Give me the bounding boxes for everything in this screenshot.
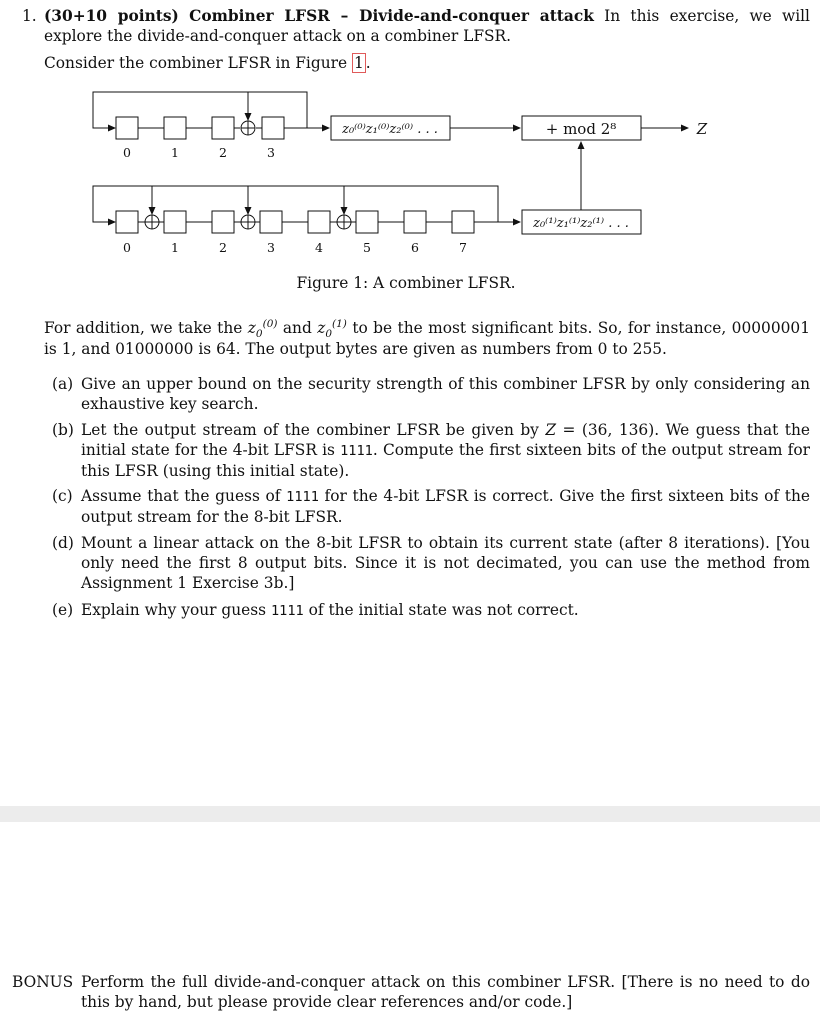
register-cell (356, 211, 378, 233)
cell-index-label: 3 (267, 240, 275, 255)
code-value: 1111 (270, 603, 304, 619)
bonus-label: BONUS (12, 973, 74, 991)
cell-index-label: 7 (459, 240, 467, 255)
exercise-points: (30+10 points) (44, 7, 179, 25)
output-label: Z (696, 120, 708, 138)
register-cell (260, 211, 282, 233)
figure-combiner-lfsr (0, 86, 820, 266)
cell-index-label: 6 (411, 240, 419, 255)
cell-index-label: 4 (315, 240, 323, 255)
register-cell (116, 117, 138, 139)
z-var: z (247, 319, 256, 337)
bonus-text: Perform the full divide-and-conquer attack on this combiner LFSR. [There is no need to do this by hand, but please provide clear references and/or code.] (81, 973, 810, 1011)
consider-text: Consider the combiner LFSR in Figure (44, 54, 352, 72)
question-text (81, 600, 810, 621)
z-subscript: 0 (325, 328, 333, 341)
lfsr-4bit (93, 92, 329, 139)
stream-0-text: z₀⁽⁰⁾z₁⁽⁰⁾z₂⁽⁰⁾ . . . (342, 122, 438, 137)
cell-index-label: 1 (171, 145, 179, 160)
question-text: Give an upper bound on the security strength of this combiner LFSR by only considering an exhaustive key search. (81, 375, 810, 413)
cell-index-label: 2 (219, 145, 227, 160)
para-text-1: For addition, we take the (44, 319, 248, 337)
z-superscript: (1) (332, 317, 347, 330)
xor-icon (241, 215, 255, 229)
consider-period: . (365, 54, 371, 72)
stream-1-text: z₀⁽¹⁾z₁⁽¹⁾z₂⁽¹⁾ . . . (533, 216, 629, 231)
text-run: for the 4-bit LFSR is correct. Give the first sixteen bits of the output stream for the 8-bit LFSR. (81, 487, 811, 526)
register-cell (452, 211, 474, 233)
cell-index-label: 5 (363, 240, 371, 255)
z-superscript: (0) (262, 317, 278, 330)
math-var: Z (545, 421, 557, 439)
text-run: Let the output stream of the combiner LFSR be given by (81, 421, 546, 439)
text-run: = (36, 136). We guess that the initial state for the 4-bit LFSR is (81, 421, 810, 459)
lfsr-diagram (0, 86, 820, 266)
text-run: of the initial state was not correct. (303, 601, 579, 619)
xor-icon (337, 215, 351, 229)
exercise-number: 1. (22, 7, 37, 25)
register-cell (308, 211, 330, 233)
question-label: (e) (52, 601, 74, 619)
question-text (81, 486, 810, 527)
z-subscript: 0 (255, 328, 263, 341)
question-text (81, 420, 810, 481)
cell-index-label: 0 (123, 145, 131, 160)
code-value: 1111 (286, 489, 319, 505)
z1-symbol (317, 317, 347, 341)
cell-index-label: 3 (267, 145, 275, 160)
adder-text: + mod 2⁸ (545, 120, 617, 138)
text-run: . Compute the first sixteen bits of the output stream for this LFSR (using this initial state). (81, 441, 810, 480)
register-cell (164, 117, 186, 139)
xor-icon (241, 121, 255, 135)
cell-index-label: 2 (219, 240, 227, 255)
z0-symbol (247, 317, 278, 341)
cell-index-label: 1 (171, 240, 179, 255)
z-var: z (317, 319, 326, 337)
page-2 (0, 822, 820, 1024)
question-label: (c) (52, 487, 73, 505)
lfsr-8bit (93, 186, 520, 233)
figure-caption: Figure 1: A combiner LFSR. (296, 274, 516, 292)
register-cell (212, 117, 234, 139)
register-cell (404, 211, 426, 233)
question-label: (b) (52, 421, 74, 439)
text-run: Explain why your guess (81, 601, 271, 619)
para-text-3: to be the most significant bits. So, for instance, 00000001 is 1, and 01000000 is 64. The output bytes are given as numbers from 0 to 255. (44, 319, 810, 358)
exercise-intro: In this exercise, we will explore the divide-and-conquer attack on a combiner LFSR. (44, 7, 810, 45)
exercise-title: Combiner LFSR – Divide-and-conquer attack (189, 7, 594, 25)
question-label: (d) (52, 534, 74, 552)
register-cell (164, 211, 186, 233)
text-run: Assume that the guess of (81, 487, 287, 505)
code-value: 1111 (340, 443, 373, 459)
bit-order-paragraph (44, 318, 810, 360)
register-cell (262, 117, 284, 139)
figure-reference-link[interactable]: 1 (353, 54, 364, 72)
question-text: Mount a linear attack on the 8-bit LFSR to obtain its current state (after 8 iterations). [You only need the first 8 output bits. Since it is not decimated, you can use the method from Assignment 1 Exercise 3b.] (81, 534, 810, 592)
question-label: (a) (52, 375, 74, 393)
consider-line (44, 53, 371, 73)
register-cell (212, 211, 234, 233)
exercise-heading (44, 6, 810, 46)
xor-icon (145, 215, 159, 229)
cell-index-label: 0 (123, 240, 131, 255)
register-cell (116, 211, 138, 233)
para-text-2: and (277, 319, 318, 337)
page-gap (0, 806, 820, 822)
